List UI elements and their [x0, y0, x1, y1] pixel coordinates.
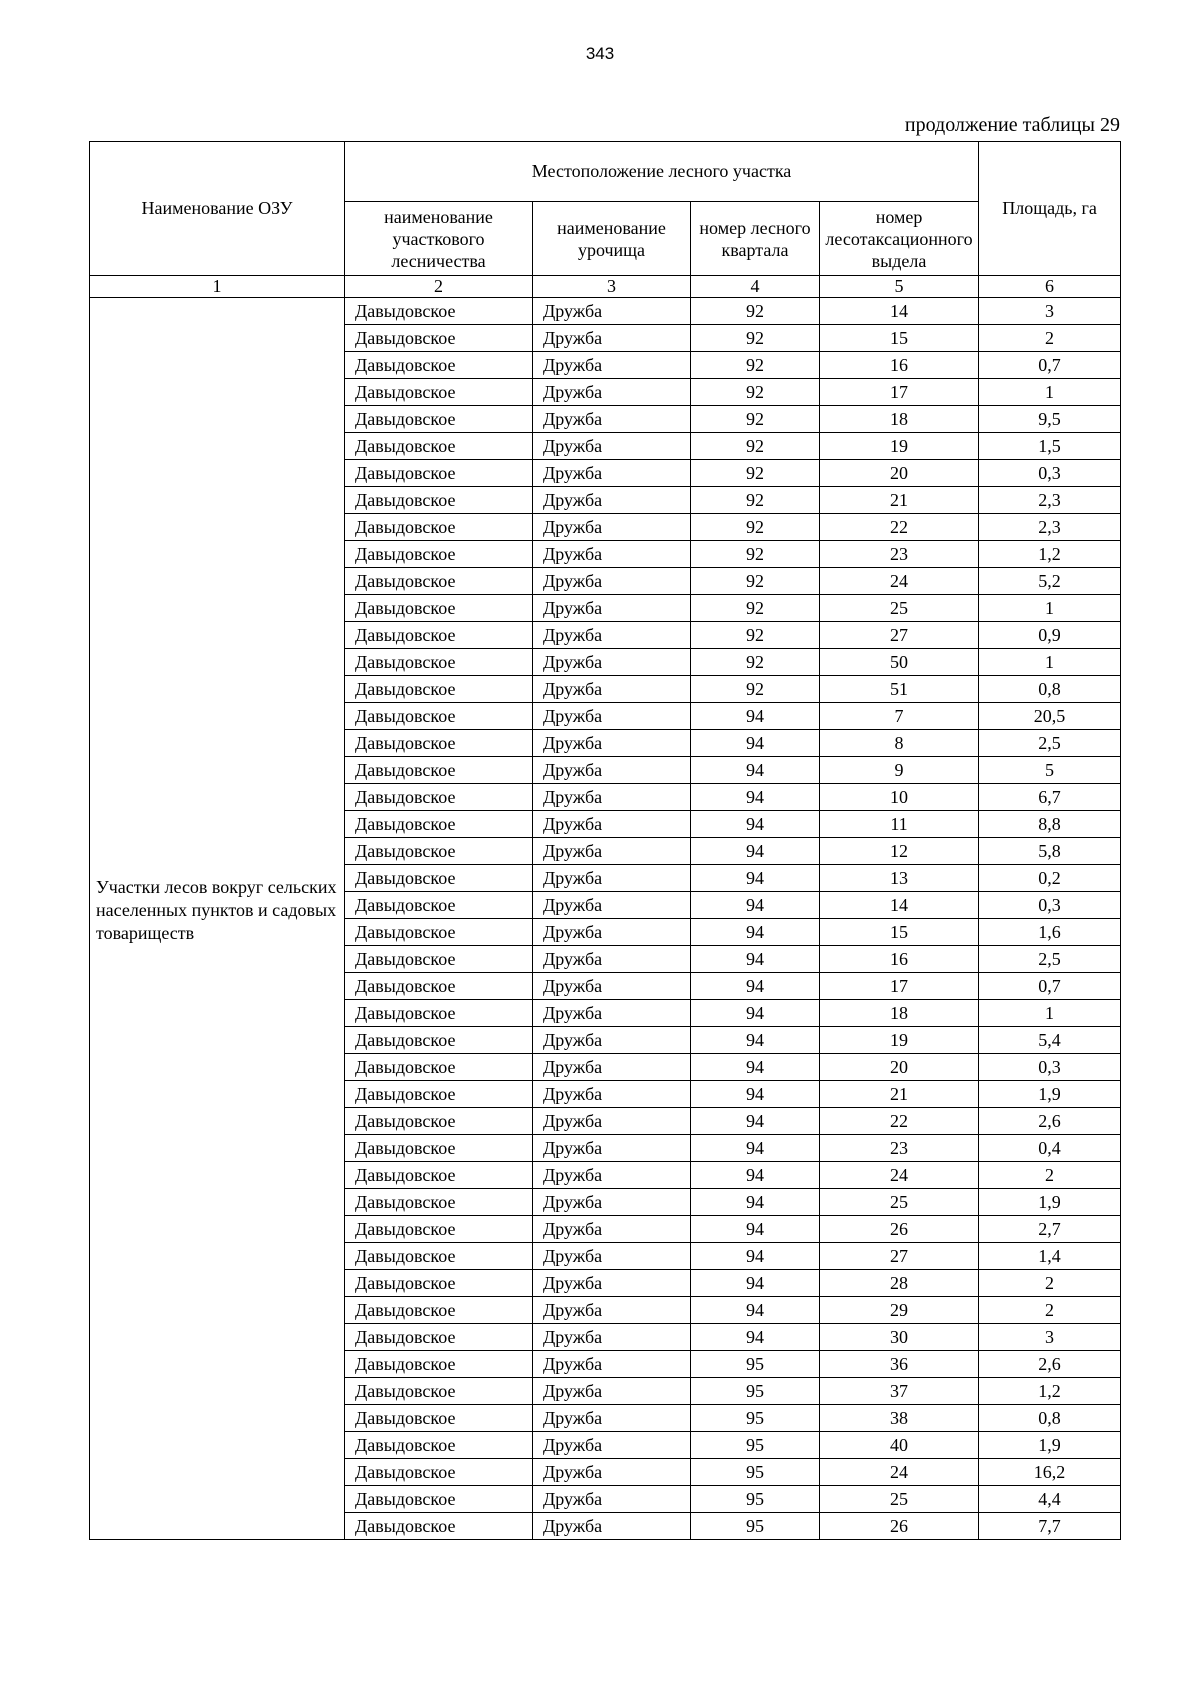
- allotment-cell: 8: [820, 730, 979, 757]
- allotment-cell: 19: [820, 1027, 979, 1054]
- quarter-cell: 94: [691, 1189, 820, 1216]
- quarter-cell: 92: [691, 352, 820, 379]
- tract-cell: Дружба: [533, 1270, 691, 1297]
- quarter-cell: 92: [691, 649, 820, 676]
- tract-cell: Дружба: [533, 622, 691, 649]
- area-cell: 1: [979, 595, 1121, 622]
- tract-cell: Дружба: [533, 973, 691, 1000]
- allotment-cell: 36: [820, 1351, 979, 1378]
- allotment-cell: 25: [820, 1486, 979, 1513]
- header-location: Местоположение лесного участка: [345, 142, 979, 202]
- allotment-cell: 10: [820, 784, 979, 811]
- area-cell: 0,3: [979, 892, 1121, 919]
- area-cell: 4,4: [979, 1486, 1121, 1513]
- forestry-cell: Давыдовское: [345, 1000, 533, 1027]
- area-cell: 1,4: [979, 1243, 1121, 1270]
- header-number: 3: [533, 276, 691, 298]
- header-row-1: [90, 142, 1121, 202]
- tract-cell: Дружба: [533, 676, 691, 703]
- allotment-cell: 24: [820, 1459, 979, 1486]
- forestry-cell: Давыдовское: [345, 433, 533, 460]
- allotment-cell: 17: [820, 973, 979, 1000]
- tract-cell: Дружба: [533, 298, 691, 325]
- quarter-cell: 94: [691, 703, 820, 730]
- tract-cell: Дружба: [533, 487, 691, 514]
- allotment-cell: 16: [820, 352, 979, 379]
- allotment-cell: 51: [820, 676, 979, 703]
- quarter-cell: 92: [691, 676, 820, 703]
- tract-cell: Дружба: [533, 379, 691, 406]
- forestry-cell: Давыдовское: [345, 757, 533, 784]
- tract-cell: Дружба: [533, 919, 691, 946]
- tract-cell: Дружба: [533, 325, 691, 352]
- forestry-cell: Давыдовское: [345, 622, 533, 649]
- area-cell: 1: [979, 649, 1121, 676]
- allotment-cell: 21: [820, 487, 979, 514]
- tract-cell: Дружба: [533, 1000, 691, 1027]
- allotment-cell: 23: [820, 541, 979, 568]
- header-number: 2: [345, 276, 533, 298]
- tract-cell: Дружба: [533, 1135, 691, 1162]
- area-cell: 2: [979, 1270, 1121, 1297]
- area-cell: 2,3: [979, 514, 1121, 541]
- forestry-cell: Давыдовское: [345, 649, 533, 676]
- area-cell: 2,6: [979, 1351, 1121, 1378]
- forestry-cell: Давыдовское: [345, 1459, 533, 1486]
- allotment-cell: 19: [820, 433, 979, 460]
- forestry-cell: Давыдовское: [345, 1108, 533, 1135]
- table-caption: продолжение таблицы 29: [904, 114, 1120, 136]
- allotment-cell: 18: [820, 406, 979, 433]
- quarter-cell: 94: [691, 1054, 820, 1081]
- allotment-cell: 27: [820, 622, 979, 649]
- allotment-cell: 17: [820, 379, 979, 406]
- forestry-cell: Давыдовское: [345, 1405, 533, 1432]
- tract-cell: Дружба: [533, 1459, 691, 1486]
- forestry-cell: Давыдовское: [345, 1027, 533, 1054]
- allotment-cell: 14: [820, 892, 979, 919]
- quarter-cell: 94: [691, 811, 820, 838]
- area-cell: 0,3: [979, 1054, 1121, 1081]
- tract-cell: Дружба: [533, 1432, 691, 1459]
- tract-cell: Дружба: [533, 1162, 691, 1189]
- allotment-cell: 16: [820, 946, 979, 973]
- tract-cell: Дружба: [533, 514, 691, 541]
- forestry-cell: Давыдовское: [345, 1270, 533, 1297]
- area-cell: 2,5: [979, 946, 1121, 973]
- area-cell: 5,8: [979, 838, 1121, 865]
- header-number: 6: [979, 276, 1121, 298]
- area-cell: 3: [979, 1324, 1121, 1351]
- area-cell: 2,5: [979, 730, 1121, 757]
- allotment-cell: 27: [820, 1243, 979, 1270]
- allotment-cell: 24: [820, 568, 979, 595]
- area-cell: 5: [979, 757, 1121, 784]
- allotment-cell: 26: [820, 1513, 979, 1540]
- allotment-cell: 29: [820, 1297, 979, 1324]
- area-cell: 1: [979, 379, 1121, 406]
- tract-cell: Дружба: [533, 946, 691, 973]
- area-cell: 9,5: [979, 406, 1121, 433]
- area-cell: 0,7: [979, 973, 1121, 1000]
- forestry-cell: Давыдовское: [345, 1297, 533, 1324]
- forestry-cell: Давыдовское: [345, 1243, 533, 1270]
- forestry-cell: Давыдовское: [345, 460, 533, 487]
- tract-cell: Дружба: [533, 1324, 691, 1351]
- tract-cell: Дружба: [533, 406, 691, 433]
- allotment-cell: 15: [820, 325, 979, 352]
- area-cell: 1: [979, 1000, 1121, 1027]
- quarter-cell: 94: [691, 1216, 820, 1243]
- tract-cell: Дружба: [533, 865, 691, 892]
- allotment-cell: 13: [820, 865, 979, 892]
- forestry-cell: Давыдовское: [345, 1486, 533, 1513]
- quarter-cell: 95: [691, 1513, 820, 1540]
- area-cell: 0,2: [979, 865, 1121, 892]
- header-tract: наименование урочища: [533, 202, 691, 276]
- quarter-cell: 94: [691, 730, 820, 757]
- quarter-cell: 94: [691, 892, 820, 919]
- forestry-cell: Давыдовское: [345, 1189, 533, 1216]
- area-cell: 0,9: [979, 622, 1121, 649]
- quarter-cell: 95: [691, 1351, 820, 1378]
- forestry-cell: Давыдовское: [345, 1432, 533, 1459]
- forest-plots-table: [89, 141, 1121, 1540]
- forestry-cell: Давыдовское: [345, 1135, 533, 1162]
- quarter-cell: 95: [691, 1378, 820, 1405]
- quarter-cell: 94: [691, 838, 820, 865]
- allotment-cell: 20: [820, 1054, 979, 1081]
- group-name-cell: Участки лесов вокруг сельских населенных пунктов и садовых товариществ: [90, 298, 345, 1540]
- forestry-cell: Давыдовское: [345, 1054, 533, 1081]
- tract-cell: Дружба: [533, 352, 691, 379]
- forestry-cell: Давыдовское: [345, 973, 533, 1000]
- area-cell: 1,6: [979, 919, 1121, 946]
- area-cell: 2: [979, 1297, 1121, 1324]
- forestry-cell: Давыдовское: [345, 541, 533, 568]
- forestry-cell: Давыдовское: [345, 379, 533, 406]
- area-cell: 6,7: [979, 784, 1121, 811]
- forestry-cell: Давыдовское: [345, 784, 533, 811]
- quarter-cell: 94: [691, 973, 820, 1000]
- forestry-cell: Давыдовское: [345, 838, 533, 865]
- tract-cell: Дружба: [533, 730, 691, 757]
- quarter-cell: 94: [691, 1297, 820, 1324]
- quarter-cell: 92: [691, 487, 820, 514]
- allotment-cell: 21: [820, 1081, 979, 1108]
- forestry-cell: Давыдовское: [345, 919, 533, 946]
- allotment-cell: 7: [820, 703, 979, 730]
- quarter-cell: 94: [691, 946, 820, 973]
- header-number: 5: [820, 276, 979, 298]
- quarter-cell: 94: [691, 784, 820, 811]
- header-forestry: наименование участкового лесничества: [345, 202, 533, 276]
- area-cell: 16,2: [979, 1459, 1121, 1486]
- tract-cell: Дружба: [533, 568, 691, 595]
- tract-cell: Дружба: [533, 784, 691, 811]
- tract-cell: Дружба: [533, 460, 691, 487]
- tract-cell: Дружба: [533, 433, 691, 460]
- tract-cell: Дружба: [533, 1108, 691, 1135]
- tract-cell: Дружба: [533, 892, 691, 919]
- tract-cell: Дружба: [533, 1297, 691, 1324]
- quarter-cell: 94: [691, 919, 820, 946]
- quarter-cell: 94: [691, 1162, 820, 1189]
- quarter-cell: 94: [691, 1135, 820, 1162]
- table-row: [90, 298, 1121, 325]
- tract-cell: Дружба: [533, 1513, 691, 1540]
- quarter-cell: 95: [691, 1405, 820, 1432]
- allotment-cell: 30: [820, 1324, 979, 1351]
- header-number: 1: [90, 276, 345, 298]
- quarter-cell: 92: [691, 406, 820, 433]
- forestry-cell: Давыдовское: [345, 1081, 533, 1108]
- tract-cell: Дружба: [533, 1027, 691, 1054]
- header-quarter: номер лесного квартала: [691, 202, 820, 276]
- allotment-cell: 11: [820, 811, 979, 838]
- forestry-cell: Давыдовское: [345, 352, 533, 379]
- quarter-cell: 92: [691, 379, 820, 406]
- allotment-cell: 22: [820, 1108, 979, 1135]
- area-cell: 1,5: [979, 433, 1121, 460]
- tract-cell: Дружба: [533, 595, 691, 622]
- allotment-cell: 28: [820, 1270, 979, 1297]
- quarter-cell: 95: [691, 1459, 820, 1486]
- forestry-cell: Давыдовское: [345, 595, 533, 622]
- quarter-cell: 92: [691, 595, 820, 622]
- tract-cell: Дружба: [533, 1405, 691, 1432]
- area-cell: 20,5: [979, 703, 1121, 730]
- header-area: Площадь, га: [979, 142, 1121, 276]
- quarter-cell: 92: [691, 514, 820, 541]
- tract-cell: Дружба: [533, 1243, 691, 1270]
- tract-cell: Дружба: [533, 1351, 691, 1378]
- tract-cell: Дружба: [533, 1216, 691, 1243]
- forestry-cell: Давыдовское: [345, 514, 533, 541]
- forestry-cell: Давыдовское: [345, 568, 533, 595]
- allotment-cell: 38: [820, 1405, 979, 1432]
- quarter-cell: 95: [691, 1432, 820, 1459]
- area-cell: 2,7: [979, 1216, 1121, 1243]
- allotment-cell: 12: [820, 838, 979, 865]
- forestry-cell: Давыдовское: [345, 298, 533, 325]
- tract-cell: Дружба: [533, 1189, 691, 1216]
- allotment-cell: 24: [820, 1162, 979, 1189]
- allotment-cell: 23: [820, 1135, 979, 1162]
- area-cell: 0,8: [979, 1405, 1121, 1432]
- tract-cell: Дружба: [533, 1081, 691, 1108]
- allotment-cell: 20: [820, 460, 979, 487]
- allotment-cell: 50: [820, 649, 979, 676]
- header-numbers-row: [90, 276, 1121, 298]
- header-name: Наименование ОЗУ: [90, 142, 345, 276]
- forestry-cell: Давыдовское: [345, 703, 533, 730]
- quarter-cell: 94: [691, 1270, 820, 1297]
- tract-cell: Дружба: [533, 811, 691, 838]
- header-number: 4: [691, 276, 820, 298]
- header-allotment: номер лесотаксационного выдела: [820, 202, 979, 276]
- area-cell: 5,2: [979, 568, 1121, 595]
- tract-cell: Дружба: [533, 838, 691, 865]
- area-cell: 0,3: [979, 460, 1121, 487]
- area-cell: 8,8: [979, 811, 1121, 838]
- quarter-cell: 94: [691, 1108, 820, 1135]
- forestry-cell: Давыдовское: [345, 1324, 533, 1351]
- quarter-cell: 92: [691, 325, 820, 352]
- forestry-cell: Давыдовское: [345, 730, 533, 757]
- allotment-cell: 14: [820, 298, 979, 325]
- forestry-cell: Давыдовское: [345, 1216, 533, 1243]
- area-cell: 2,3: [979, 487, 1121, 514]
- area-cell: 1,2: [979, 541, 1121, 568]
- area-cell: 0,8: [979, 676, 1121, 703]
- quarter-cell: 94: [691, 1027, 820, 1054]
- area-cell: 1,9: [979, 1189, 1121, 1216]
- area-cell: 7,7: [979, 1513, 1121, 1540]
- table-body: [90, 298, 1121, 1540]
- forestry-cell: Давыдовское: [345, 946, 533, 973]
- tract-cell: Дружба: [533, 541, 691, 568]
- area-cell: 0,4: [979, 1135, 1121, 1162]
- forestry-cell: Давыдовское: [345, 892, 533, 919]
- forestry-cell: Давыдовское: [345, 811, 533, 838]
- quarter-cell: 94: [691, 1000, 820, 1027]
- area-cell: 1,2: [979, 1378, 1121, 1405]
- area-cell: 3: [979, 298, 1121, 325]
- forestry-cell: Давыдовское: [345, 1162, 533, 1189]
- allotment-cell: 15: [820, 919, 979, 946]
- forestry-cell: Давыдовское: [345, 1513, 533, 1540]
- tract-cell: Дружба: [533, 1054, 691, 1081]
- area-cell: 2,6: [979, 1108, 1121, 1135]
- forestry-cell: Давыдовское: [345, 325, 533, 352]
- tract-cell: Дружба: [533, 1486, 691, 1513]
- quarter-cell: 92: [691, 298, 820, 325]
- area-cell: 1,9: [979, 1432, 1121, 1459]
- quarter-cell: 92: [691, 433, 820, 460]
- forestry-cell: Давыдовское: [345, 865, 533, 892]
- allotment-cell: 40: [820, 1432, 979, 1459]
- quarter-cell: 92: [691, 568, 820, 595]
- tract-cell: Дружба: [533, 757, 691, 784]
- area-cell: 5,4: [979, 1027, 1121, 1054]
- quarter-cell: 94: [691, 1081, 820, 1108]
- page-number: 343: [585, 44, 615, 63]
- quarter-cell: 94: [691, 1324, 820, 1351]
- forestry-cell: Давыдовское: [345, 406, 533, 433]
- allotment-cell: 25: [820, 1189, 979, 1216]
- tract-cell: Дружба: [533, 703, 691, 730]
- quarter-cell: 92: [691, 622, 820, 649]
- tract-cell: Дружба: [533, 649, 691, 676]
- area-cell: 0,7: [979, 352, 1121, 379]
- quarter-cell: 92: [691, 460, 820, 487]
- area-cell: 2: [979, 325, 1121, 352]
- area-cell: 1,9: [979, 1081, 1121, 1108]
- allotment-cell: 9: [820, 757, 979, 784]
- forestry-cell: Давыдовское: [345, 676, 533, 703]
- quarter-cell: 92: [691, 541, 820, 568]
- allotment-cell: 37: [820, 1378, 979, 1405]
- tract-cell: Дружба: [533, 1378, 691, 1405]
- area-cell: 2: [979, 1162, 1121, 1189]
- quarter-cell: 94: [691, 865, 820, 892]
- forestry-cell: Давыдовское: [345, 1351, 533, 1378]
- quarter-cell: 94: [691, 1243, 820, 1270]
- allotment-cell: 18: [820, 1000, 979, 1027]
- forestry-cell: Давыдовское: [345, 1378, 533, 1405]
- quarter-cell: 95: [691, 1486, 820, 1513]
- allotment-cell: 25: [820, 595, 979, 622]
- allotment-cell: 22: [820, 514, 979, 541]
- allotment-cell: 26: [820, 1216, 979, 1243]
- forestry-cell: Давыдовское: [345, 487, 533, 514]
- quarter-cell: 94: [691, 757, 820, 784]
